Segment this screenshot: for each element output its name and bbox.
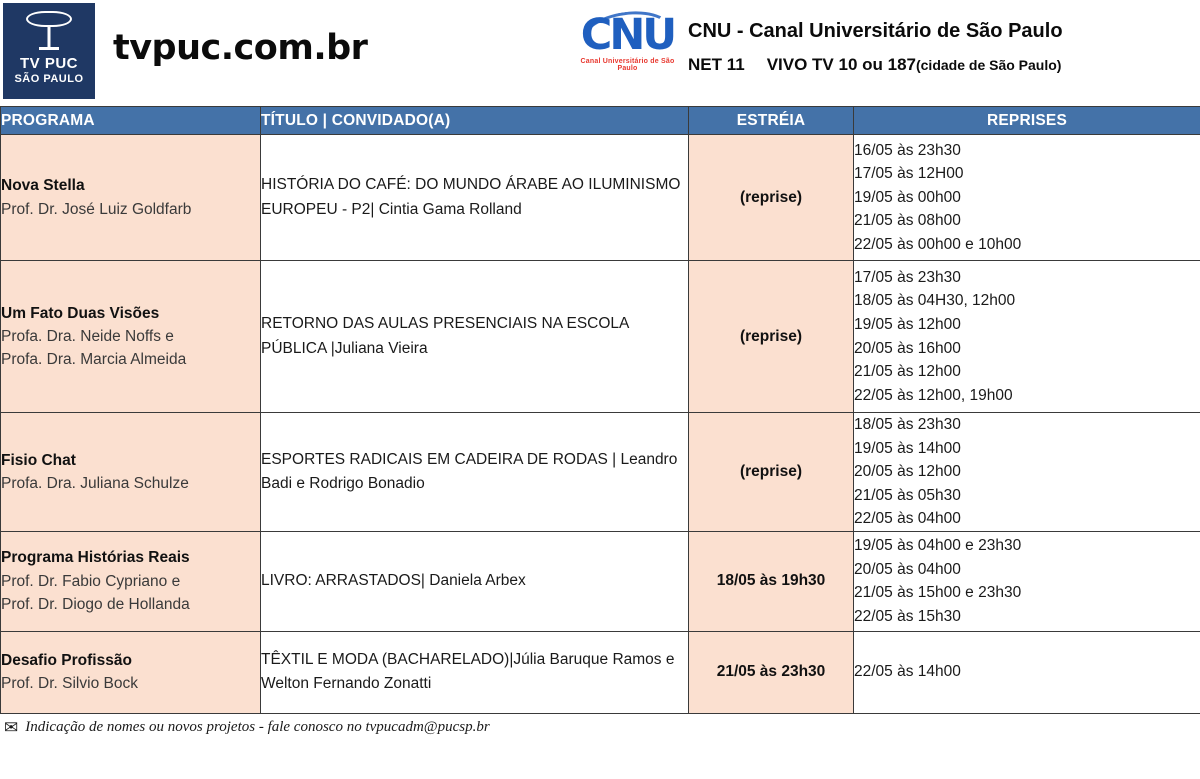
cnu-logo-mark: CNU (580, 10, 675, 60)
cell-programa (1, 261, 261, 413)
cell-reprises (854, 135, 1200, 261)
cnu-channels (688, 55, 1063, 75)
cnu-title: CNU - Canal Universitário de São Paulo (688, 20, 1063, 42)
tvpuc-logo-line2: SÃO PAULO (14, 73, 84, 85)
reprise-time: 22/05 às 12h00, 19h00 (854, 386, 1013, 404)
lamp-base-icon (39, 47, 59, 50)
program-name: Nova Stella (1, 177, 85, 195)
reprise-time: 19/05 às 12h00 (854, 315, 961, 333)
reprise-time: 21/05 às 15h00 e 23h30 (854, 584, 1022, 602)
cnu-channel-vivo: VIVO TV 10 ou 187 (766, 55, 916, 74)
table-header-row (1, 107, 1200, 135)
reprise-time: 22/05 às 00h00 e 10h00 (854, 235, 1022, 253)
program-name: Um Fato Duas Visões (1, 304, 160, 322)
reprise-time: 20/05 às 12h00 (854, 463, 961, 481)
page-header (0, 0, 1200, 106)
reprise-time: 22/05 às 14h00 (854, 663, 961, 681)
cell-programa (1, 631, 261, 713)
cell-reprises (854, 261, 1200, 413)
cell-estreia: 21/05 às 23h30 (689, 631, 854, 713)
cell-programa (1, 135, 261, 261)
schedule-table (0, 106, 1200, 714)
cell-titulo: HISTÓRIA DO CAFÉ: DO MUNDO ÁRABE AO ILUMINISMO EUROPEU - P2| Cintia Gama Rolland (261, 135, 689, 261)
envelope-icon: ✉ (4, 718, 19, 738)
program-name: Programa Histórias Reais (1, 549, 190, 567)
cnu-header-block (575, 8, 1063, 86)
table-row (1, 531, 1200, 631)
cell-programa (1, 413, 261, 532)
cnu-title-block (688, 8, 1063, 75)
program-name: Fisio Chat (1, 451, 76, 469)
lamp-stem-icon (48, 25, 51, 49)
reprise-time: 17/05 às 12H00 (854, 165, 964, 183)
cell-reprises (854, 531, 1200, 631)
footer-text: Indicação de nomes ou novos projetos - fale conosco no tvpucadm@pucsp.br (25, 719, 490, 736)
reprise-time: 20/05 às 04h00 (854, 560, 961, 578)
table-row (1, 135, 1200, 261)
reprise-time: 22/05 às 15h30 (854, 607, 961, 625)
tvpuc-logo (3, 3, 95, 99)
cnu-logo-subtitle: Canal Universitário de São Paulo (580, 58, 675, 72)
cell-titulo: LIVRO: ARRASTADOS| Daniela Arbex (261, 531, 689, 631)
program-host: Profa. Dra. Neide Noffs e (1, 327, 174, 345)
cell-estreia: (reprise) (689, 135, 854, 261)
program-host: Prof. Dr. Diogo de Hollanda (1, 595, 190, 613)
program-host: Profa. Dra. Juliana Schulze (1, 474, 189, 492)
reprise-time: 20/05 às 16h00 (854, 339, 961, 357)
reprise-time: 19/05 às 04h00 e 23h30 (854, 537, 1022, 555)
cell-reprises (854, 413, 1200, 532)
column-header-titulo: TÍTULO | CONVIDADO(A) (261, 107, 689, 135)
reprise-time: 19/05 às 14h00 (854, 439, 961, 457)
cell-titulo: ESPORTES RADICAIS EM CADEIRA DE RODAS | Leandro Badi e Rodrigo Bonadio (261, 413, 689, 532)
table-body (1, 135, 1200, 714)
reprise-time: 16/05 às 23h30 (854, 141, 961, 159)
cell-titulo: TÊXTIL E MODA (BACHARELADO)|Júlia Baruque Ramos e Welton Fernando Zonatti (261, 631, 689, 713)
table-row (1, 631, 1200, 713)
column-header-programa: PROGRAMA (1, 107, 261, 135)
tvpuc-website-url: tvpuc.com.br (113, 28, 368, 68)
cell-estreia: 18/05 às 19h30 (689, 531, 854, 631)
reprise-time: 21/05 às 08h00 (854, 212, 961, 230)
program-host: Profa. Dra. Marcia Almeida (1, 351, 187, 369)
table-row (1, 413, 1200, 532)
reprise-time: 19/05 às 00h00 (854, 188, 961, 206)
reprise-time: 22/05 às 04h00 (854, 510, 961, 528)
reprise-time: 18/05 às 04H30, 12h00 (854, 292, 1016, 310)
cell-estreia: (reprise) (689, 261, 854, 413)
cnu-channel-city: (cidade de São Paulo) (915, 57, 1062, 73)
cell-programa (1, 531, 261, 631)
reprise-time: 17/05 às 23h30 (854, 268, 961, 286)
reprise-time: 21/05 às 05h30 (854, 486, 961, 504)
column-header-reprises: REPRISES (854, 107, 1200, 135)
cnu-logo (575, 8, 680, 86)
cnu-channel-net: NET 11 (688, 55, 745, 74)
cell-titulo: RETORNO DAS AULAS PRESENCIAIS NA ESCOLA PÚBLICA |Juliana Vieira (261, 261, 689, 413)
program-host: Prof. Dr. José Luiz Goldfarb (1, 200, 192, 218)
program-host: Prof. Dr. Silvio Bock (1, 675, 138, 693)
tvpuc-logo-line1: TV PUC (19, 55, 78, 72)
program-name: Desafio Profissão (1, 651, 132, 669)
cell-reprises (854, 631, 1200, 713)
footer-note (0, 714, 1200, 742)
table-row (1, 261, 1200, 413)
program-host: Prof. Dr. Fabio Cypriano e (1, 572, 181, 590)
column-header-estreia: ESTRÉIA (689, 107, 854, 135)
cell-estreia: (reprise) (689, 413, 854, 532)
reprise-time: 21/05 às 12h00 (854, 363, 961, 381)
reprise-time: 18/05 às 23h30 (854, 416, 961, 433)
